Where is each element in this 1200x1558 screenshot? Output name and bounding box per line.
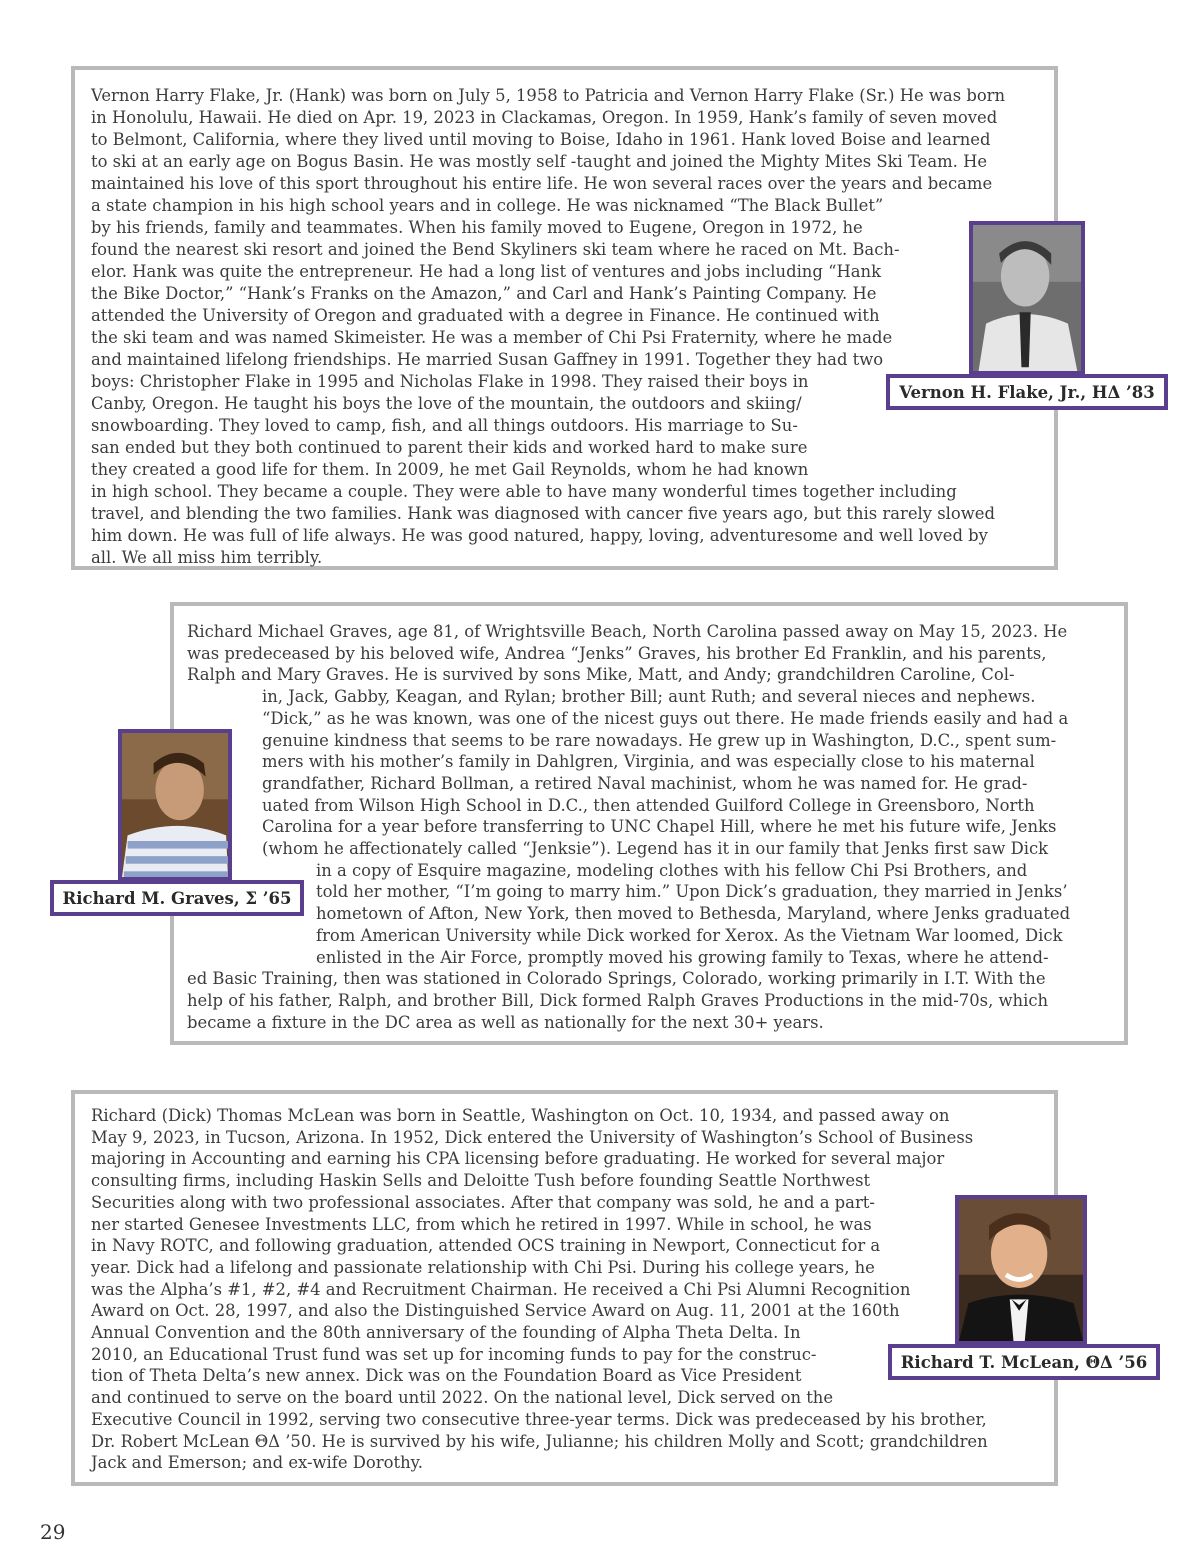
obituary-text-line: genuine kindness that seems to be rare nowadays. He grew up in Washington, D.C., spent sum- bbox=[262, 730, 1057, 750]
obituary-text-line: majoring in Accounting and earning his CPA licensing before graduating. He worked for several major bbox=[91, 1149, 945, 1169]
obituary-text-line: Canby, Oregon. He taught his boys the love of the mountain, the outdoors and skiing/ bbox=[91, 394, 802, 413]
page-number: 29 bbox=[40, 1520, 66, 1544]
obituary-text-line: Ralph and Mary Graves. He is survived by sons Mike, Matt, and Andy; grandchildren Caroline, Col- bbox=[187, 665, 1015, 685]
caption-mclean: Richard T. McLean, ΘΔ ’56 bbox=[888, 1344, 1160, 1380]
obituary-text-line: became a fixture in the DC area as well as nationally for the next 30+ years. bbox=[187, 1012, 824, 1032]
obituary-text-line: mers with his mother’s family in Dahlgren, Virginia, and was especially close to his maternal bbox=[262, 752, 1035, 772]
obituary-text-line: uated from Wilson High School in D.C., then attended Guilford College in Greensboro, North bbox=[262, 795, 1035, 815]
obituary-text-line: to Belmont, California, where they lived until moving to Boise, Idaho in 1961. Hank loved Boise and learned bbox=[91, 130, 991, 149]
obituary-text-line: May 9, 2023, in Tucson, Arizona. In 1952, Dick entered the University of Washington’s School of Business bbox=[91, 1127, 974, 1147]
obituary-text-line: ner started Genesee Investments LLC, from which he retired in 1997. While in school, he was bbox=[91, 1214, 872, 1234]
caption-flake: Vernon H. Flake, Jr., HΔ ’83 bbox=[886, 374, 1168, 410]
obituary-text-line: Award on Oct. 28, 1997, and also the Distinguished Service Award on Aug. 11, 2001 at the 160th bbox=[91, 1301, 900, 1321]
obituary-text-line: all. We all miss him terribly. bbox=[91, 548, 323, 567]
obituary-text-line: Carolina for a year before transferring to UNC Chapel Hill, where he met his future wife, Jenks bbox=[262, 817, 1057, 837]
obituary-text-line: found the nearest ski resort and joined the Bend Skyliners ski team where he raced on Mt. Bach- bbox=[91, 240, 900, 259]
portrait-photo-graves bbox=[118, 729, 232, 881]
obituary-text-line: by his friends, family and teammates. When his family moved to Eugene, Oregon in 1972, he bbox=[91, 218, 863, 237]
obituary-text-line: in, Jack, Gabby, Keagan, and Rylan; brother Bill; aunt Ruth; and several nieces and nephews. bbox=[262, 687, 1036, 707]
obituary-text-line: they created a good life for them. In 2009, he met Gail Reynolds, whom he had known bbox=[91, 460, 809, 479]
obituary-text-line: snowboarding. They loved to camp, fish, and all things outdoors. His marriage to Su- bbox=[91, 416, 798, 435]
obituary-text-line: hometown of Afton, New York, then moved to Bethesda, Maryland, where Jenks graduated bbox=[316, 904, 1071, 924]
obituary-text-line: the Bike Doctor,” “Hank’s Franks on the Amazon,” and Carl and Hank’s Painting Company. He bbox=[91, 284, 877, 303]
obituary-text-line: san ended but they both continued to parent their kids and worked hard to make sure bbox=[91, 438, 808, 457]
obituary-text-line: grandfather, Richard Bollman, a retired Naval machinist, whom he was named for. He grad- bbox=[262, 773, 1028, 793]
obituary-text-line: tion of Theta Delta’s new annex. Dick was on the Foundation Board as Vice President bbox=[91, 1366, 802, 1386]
obituary-text-line: in a copy of Esquire magazine, modeling clothes with his fellow Chi Psi Brothers, and bbox=[316, 860, 1028, 880]
obituary-text-line: Securities along with two professional associates. After that company was sold, he and a part- bbox=[91, 1192, 875, 1212]
obituary-text-line: year. Dick had a lifelong and passionate relationship with Chi Psi. During his college years, he bbox=[91, 1257, 875, 1277]
obituary-text-line: was predeceased by his beloved wife, Andrea “Jenks” Graves, his brother Ed Franklin, and his parents, bbox=[187, 643, 1047, 663]
obituary-text-line: him down. He was full of life always. He was good natured, happy, loving, adventuresome and well loved by bbox=[91, 526, 988, 545]
obituary-text-line: attended the University of Oregon and graduated with a degree in Finance. He continued with bbox=[91, 306, 880, 325]
obituary-text-line: in Navy ROTC, and following graduation, attended OCS training in Newport, Connecticut for a bbox=[91, 1236, 881, 1256]
obituary-text-line: in high school. They became a couple. They were able to have many wonderful times together including bbox=[91, 482, 957, 501]
obituary-text-line: was the Alpha’s #1, #2, #4 and Recruitment Chairman. He received a Chi Psi Alumni Recognition bbox=[91, 1279, 911, 1299]
obituary-text-line: Richard Michael Graves, age 81, of Wrightsville Beach, North Carolina passed away on May 15, 2023. He bbox=[187, 622, 1068, 641]
obituary-text-line: enlisted in the Air Force, promptly moved his growing family to Texas, where he attend- bbox=[316, 947, 1049, 967]
obituary-text-line: maintained his love of this sport throughout his entire life. He won several races over the years and became bbox=[91, 174, 993, 193]
portrait-photo-flake bbox=[969, 221, 1085, 375]
portrait-photo-mclean bbox=[955, 1195, 1087, 1345]
obituary-text-line: (whom he affectionately called “Jenksie”). Legend has it in our family that Jenks first saw Dick bbox=[262, 839, 1049, 858]
obituary-text-line: a state champion in his high school years and in college. He was nicknamed “The Black Bullet” bbox=[91, 196, 884, 215]
obituary-text-line: and continued to serve on the board until 2022. On the national level, Dick served on the bbox=[91, 1388, 834, 1408]
obituary-text-line: Vernon Harry Flake, Jr. (Hank) was born on July 5, 1958 to Patricia and Vernon Harry Flake (Sr.) He was born bbox=[91, 86, 1006, 105]
obituary-text-line: help of his father, Ralph, and brother Bill, Dick formed Ralph Graves Productions in the mid-70s, which bbox=[187, 990, 1049, 1010]
caption-graves: Richard M. Graves, Σ ’65 bbox=[50, 880, 304, 916]
obituary-text-line: to ski at an early age on Bogus Basin. He was mostly self -taught and joined the Mighty Mites Ski Team. He bbox=[91, 152, 988, 171]
obituary-text-line: ed Basic Training, then was stationed in Colorado Springs, Colorado, working primarily in I.T. With the bbox=[187, 969, 1046, 989]
obituary-text-line: 2010, an Educational Trust fund was set up for incoming funds to pay for the construc- bbox=[91, 1344, 817, 1364]
obituary-text-line: Annual Convention and the 80th anniversary of the founding of Alpha Theta Delta. In bbox=[91, 1323, 801, 1342]
obituary-text-line: “Dick,” as he was known, was one of the nicest guys out there. He made friends easily and had a bbox=[262, 708, 1069, 728]
obituary-text-line: consulting firms, including Haskin Sells and Deloitte Tush before founding Seattle Northwest bbox=[91, 1171, 871, 1191]
obituary-text-line: Executive Council in 1992, serving two consecutive three-year terms. Dick was predeceased by his brother, bbox=[91, 1409, 987, 1429]
obituary-text-line: Jack and Emerson; and ex-wife Dorothy. bbox=[91, 1453, 423, 1473]
obituary-text-line: travel, and blending the two families. Hank was diagnosed with cancer five years ago, but this rarely slowed bbox=[91, 504, 995, 523]
obituary-text-line: Richard (Dick) Thomas McLean was born in Seattle, Washington on Oct. 10, 1934, and passed away on bbox=[91, 1106, 950, 1125]
obituary-text-line: elor. Hank was quite the entrepreneur. He had a long list of ventures and jobs including “Hank bbox=[91, 262, 881, 281]
obituary-text-line: from American University while Dick worked for Xerox. As the Vietnam War loomed, Dick bbox=[316, 925, 1063, 945]
obituary-text-line: Dr. Robert McLean ΘΔ ’50. He is survived by his wife, Julianne; his children Molly and Scott; grandchildren bbox=[91, 1431, 988, 1451]
obituary-text-line: in Honolulu, Hawaii. He died on Apr. 19, 2023 in Clackamas, Oregon. In 1959, Hank’s family of seven moved bbox=[91, 108, 998, 127]
obituary-text-line: told her mother, “I’m going to marry him.” Upon Dick’s graduation, they married in Jenks’ bbox=[316, 882, 1068, 902]
obituary-text-line: and maintained lifelong friendships. He married Susan Gaffney in 1991. Together they had two bbox=[91, 350, 884, 369]
obituary-text-line: boys: Christopher Flake in 1995 and Nicholas Flake in 1998. They raised their boys in bbox=[91, 372, 809, 391]
obituary-text-line: the ski team and was named Skimeister. He was a member of Chi Psi Fraternity, where he made bbox=[91, 328, 893, 347]
